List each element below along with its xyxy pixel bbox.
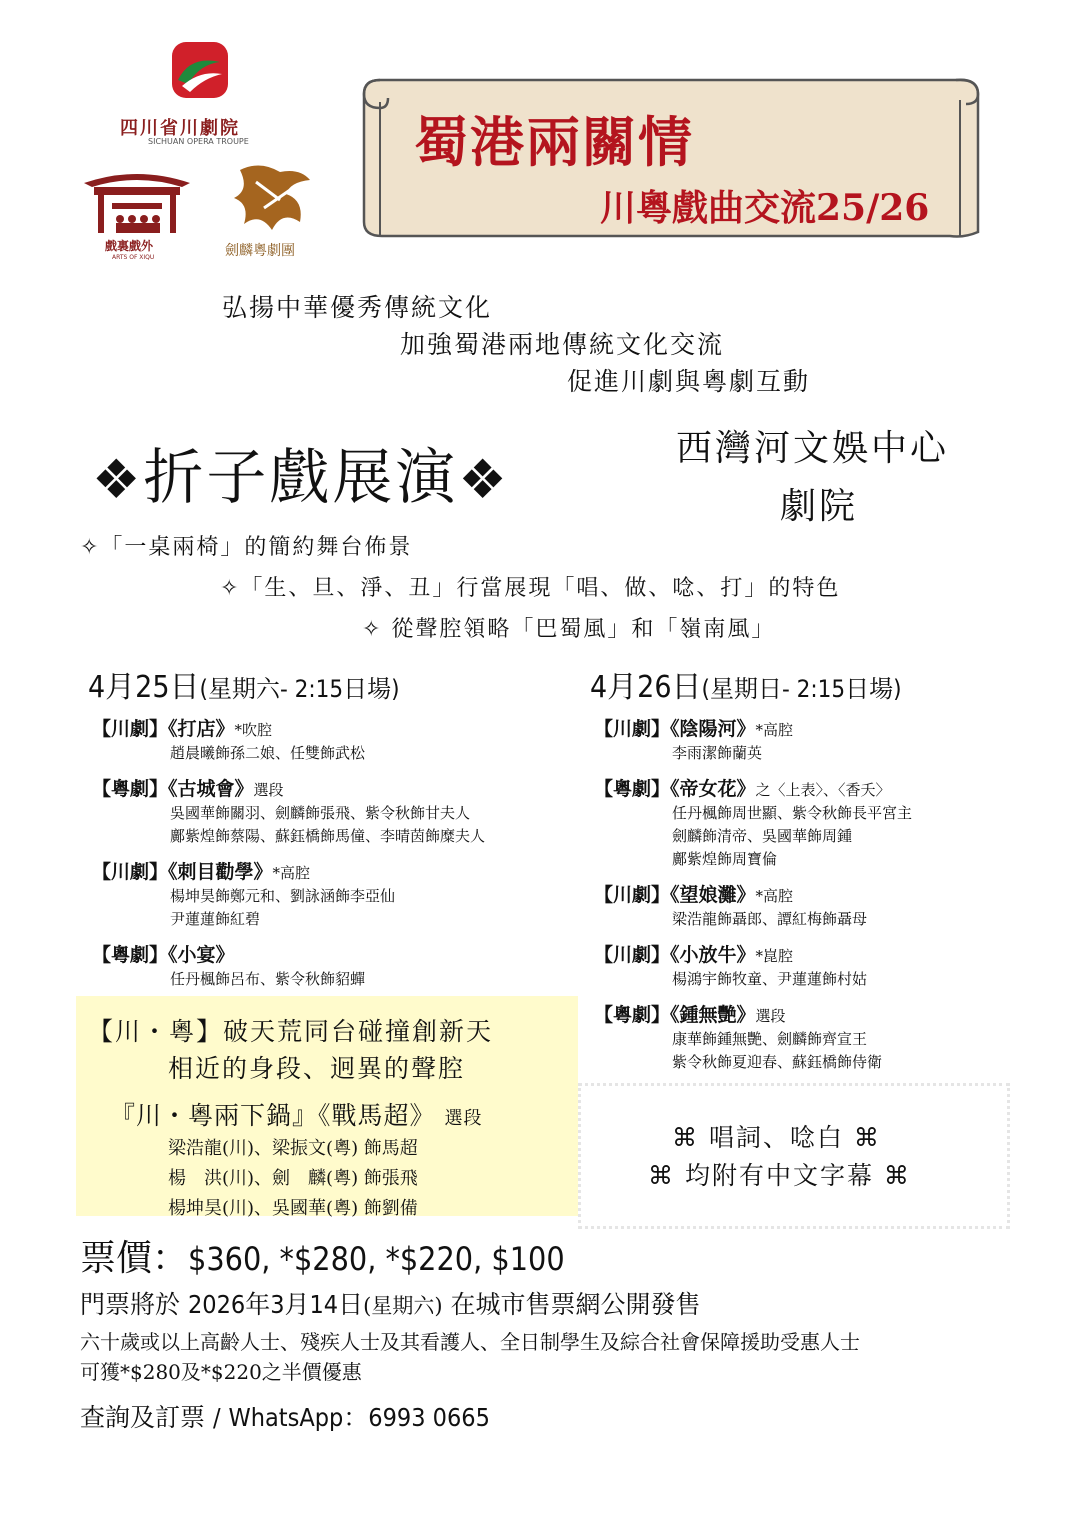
sale-suffix: 在城市售票網公開發售 <box>450 1290 701 1319</box>
programme-item <box>92 943 572 991</box>
price-label: 票價： <box>80 1238 189 1279</box>
genre-label: 【粵劇】 <box>92 778 169 800</box>
piece-title: 《刺目勸學》 <box>168 861 273 883</box>
genre-label: 【川劇】 <box>594 944 671 966</box>
diamond-ornament-icon: ❖ <box>458 448 510 511</box>
piece-title: 《帝女花》 <box>670 778 756 800</box>
day1-date: 4月25日 <box>88 670 200 705</box>
discount-line-1: 六十歲或以上高齡人士、殘疾人士及其看護人、全日制學生及綜合社會保障援助受惠人士 <box>80 1330 860 1354</box>
piece-note: *高腔 <box>272 864 311 882</box>
cast-line: 鄺紫煌飾蔡陽、蘇鈺橋飾馬僮、李晴茵飾糜夫人 <box>170 827 486 845</box>
venue-line-1: 西灣河文娛中心 <box>676 428 950 469</box>
sale-prefix: 門票將於 <box>80 1290 181 1319</box>
programme-item <box>594 717 1034 765</box>
day1-session: (星期六- 2:15日場) <box>199 675 400 703</box>
cast-line: 李雨潔飾蘭英 <box>672 744 763 762</box>
piece-title: 《陰陽河》 <box>670 718 756 740</box>
slogan-2: 加強蜀港兩地傳統文化交流 <box>400 330 725 359</box>
genre-label: 【川劇】 <box>594 884 671 906</box>
programme-item <box>92 860 572 931</box>
feature-2: ✧「生、旦、淨、丑」行當展現「唱、做、唸、打」的特色 <box>220 576 841 601</box>
cast-line: 紫令秋飾夏迎春、蘇鈺橋飾侍衛 <box>672 1053 883 1071</box>
day2-session: (星期日- 2:15日場) <box>701 675 902 703</box>
crossover-note: 選段 <box>444 1108 483 1129</box>
venue-line-2: 劇院 <box>780 486 859 527</box>
discount-info <box>80 1327 1010 1387</box>
programme-item <box>92 717 572 765</box>
piece-note: 之〈上表〉、〈香夭〉 <box>755 781 891 799</box>
cast-line: 任丹楓飾呂布、紫令秋飾貂蟬 <box>170 970 366 988</box>
genre-label: 【粵劇】 <box>92 944 169 966</box>
programme-item <box>594 883 1034 931</box>
piece-note: 選段 <box>755 1007 786 1025</box>
contact-label: 查詢及訂票 <box>80 1403 206 1432</box>
cast-line: 趙晨曦飾孫二娘、任雙飾武松 <box>170 744 366 762</box>
cast-line: 吳國華飾關羽、劍麟飾張飛、紫令秋飾甘夫人 <box>170 804 471 822</box>
contact-channel: WhatsApp： <box>228 1403 369 1432</box>
cast-line: 楊鴻宇飾牧童、尹蓮蓮飾村姑 <box>672 970 868 988</box>
genre-label: 【粵劇】 <box>594 778 671 800</box>
xiqu-logo-name: 戲裏戲外 <box>105 239 154 253</box>
genre-label: 【川劇】 <box>594 718 671 740</box>
crossover-line-2: 相近的身段、迥異的聲腔 <box>168 1054 466 1083</box>
contact-number[interactable]: 6993 0665 <box>368 1403 490 1432</box>
programme-item <box>594 777 1034 871</box>
cast-line: 楊 洪(川)、劍 麟(粵) 飾張飛 <box>168 1168 418 1189</box>
day2-header <box>590 662 902 706</box>
cast-line: 尹蓮蓮飾紅碧 <box>170 910 261 928</box>
troupe-name-en: SICHUAN OPERA TROUPE <box>148 137 249 146</box>
day1-header <box>88 662 400 706</box>
programme-item <box>92 777 572 848</box>
sichuan-opera-logo <box>170 40 230 100</box>
ticket-price <box>80 1230 565 1281</box>
cast-line: 楊坤昊(川)、吳國華(粵) 飾劉備 <box>168 1198 418 1219</box>
genre-label: 【川劇】 <box>92 861 169 883</box>
sale-info <box>80 1285 700 1321</box>
piece-title: 《鍾無艷》 <box>670 1004 756 1026</box>
cast-line: 楊坤昊飾鄭元和、劉詠涵飾李亞仙 <box>170 887 396 905</box>
contact-separator: / <box>212 1403 221 1432</box>
genre-label: 【粵劇】 <box>594 1004 671 1026</box>
day2-date: 4月26日 <box>590 670 702 705</box>
crossover-line-1: 【川・粵】破天荒同台碰撞創新天 <box>88 1017 494 1046</box>
sale-date: 2026年3月14日 <box>187 1290 364 1319</box>
cast-line: 康華飾鍾無艷、劍麟飾齊宣王 <box>672 1030 868 1048</box>
crossover-title: 『川・粵兩下鍋』《戰馬超》 <box>110 1101 436 1130</box>
crossover-cast <box>168 1134 418 1224</box>
piece-title: 《古城會》 <box>168 778 254 800</box>
cast-line: 任丹楓飾周世顯、紫令秋飾長平宮主 <box>672 804 913 822</box>
xiqu-logo-en: ARTS OF XIQU <box>112 254 155 261</box>
cast-line: 梁浩龍(川)、梁振文(粵) 飾馬超 <box>168 1138 418 1159</box>
piece-note: *高腔 <box>755 887 794 905</box>
piece-title: 《打店》 <box>168 718 235 740</box>
event-title-row <box>92 430 510 516</box>
discount-line-2: 可獲*$280及*$220之半價優惠 <box>80 1360 362 1384</box>
genre-label: 【川劇】 <box>92 718 169 740</box>
dragon-calligraphy-logo <box>220 160 320 240</box>
piece-note: *崑腔 <box>755 947 794 965</box>
troupe-name: 四川省川劇院 <box>120 118 240 139</box>
contact-info <box>80 1398 490 1434</box>
feature-3: ✧ 從聲腔領略「巴蜀風」和「嶺南風」 <box>362 617 776 642</box>
feature-1: ✧「一桌兩椅」的簡約舞台佈景 <box>80 535 413 560</box>
programme-item <box>594 1003 1034 1074</box>
sale-day: (星期六) <box>363 1294 443 1318</box>
banner-title: 蜀港兩關情 <box>414 110 694 174</box>
subtitles-line-1: ⌘ 唱詞、唸白 ⌘ <box>672 1123 881 1152</box>
day1-programme <box>92 717 572 1003</box>
piece-note: *高腔 <box>755 721 794 739</box>
cast-line: 鄺紫煌飾周寶倫 <box>672 850 778 868</box>
piece-note: 選段 <box>253 781 284 799</box>
event-title: 折子戲展演 <box>143 443 459 513</box>
piece-title: 《小宴》 <box>168 944 235 966</box>
piece-title: 《望娘灘》 <box>670 884 756 906</box>
piece-title: 《小放牛》 <box>670 944 756 966</box>
day2-programme <box>594 717 1034 1086</box>
programme-item <box>594 943 1034 991</box>
cast-line: 劍麟飾清帝、吳國華飾周鍾 <box>672 827 853 845</box>
piece-note: *吹腔 <box>234 721 273 739</box>
subtitles-line-2: ⌘ 均附有中文字幕 ⌘ <box>648 1161 911 1190</box>
diamond-ornament-icon: ❖ <box>92 448 144 511</box>
crossover-title-row <box>110 1096 482 1132</box>
cast-line: 梁浩龍飾聶郎、譚紅梅飾聶母 <box>672 910 868 928</box>
slogan-1: 弘揚中華優秀傳統文化 <box>222 293 493 322</box>
kimlun-troupe-name: 劍麟粵劇團 <box>225 243 295 259</box>
banner-subtitle: 川粵戲曲交流25/26 <box>600 187 930 229</box>
price-values: $360, *$280, *$220, $100 <box>188 1240 565 1278</box>
slogan-3: 促進川劇與粵劇互動 <box>567 367 811 396</box>
